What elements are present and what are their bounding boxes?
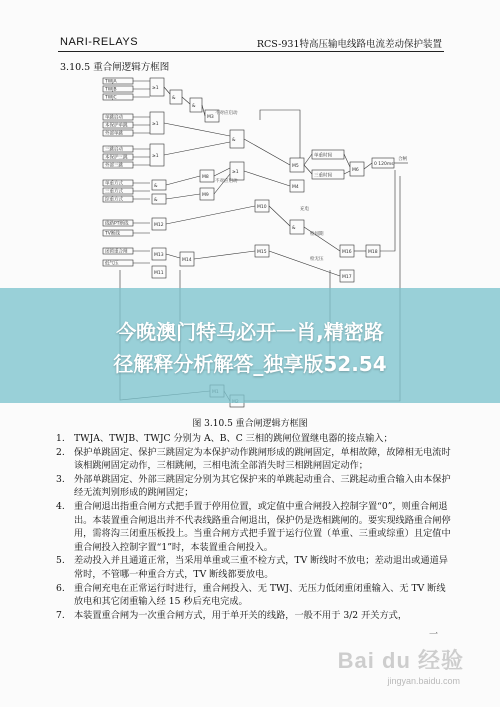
input-label: 单跳启动	[105, 115, 123, 121]
section-title: 3.10.5 重合闸逻辑方框图	[60, 62, 170, 73]
signal-wire	[344, 154, 350, 167]
note-item: 6. 重合闸充电在正常运行时进行，重合闸投入、无 TWJ、无压力低闭重闭重输入、无 TV 断线放电和其它闭重输入经 15 秒后充电完成。	[56, 582, 446, 608]
gate-label: 三重时间	[314, 173, 332, 179]
input-label: TV断线	[105, 231, 120, 237]
input-label: TWJA	[105, 79, 117, 85]
signal-wire	[304, 227, 340, 251]
header-right: RCS-931特高压输电线路电流差动保护装置	[256, 39, 442, 50]
input-label: 综重方式	[105, 197, 123, 203]
gate-label: &	[192, 104, 196, 109]
input-label: 外部单跳	[105, 131, 123, 137]
note-item: 4. 重合闸退出指重合闸方式把手置于停用位置，或定值中重合闸投入控制字置“0”，则重合闸退出。本装置重合闸退出并不代表线路重合闸退出，保护仍是选相跳闸的。要实现线路重合闸停用，需将沟三闭重压板投上。当重合闸方式把手置于运行位置（单重、三重或综重）且定值中重合闸投入控制字置“1”时，本装置重合闸投入。	[56, 500, 451, 553]
gate-label: M15	[257, 250, 267, 255]
figure-caption: 图 3.10.5 重合闸逻辑方框图	[192, 419, 308, 429]
gate-label: M14	[182, 258, 192, 263]
signal-wire	[260, 110, 300, 158]
input-label: 三重方式	[105, 189, 123, 195]
gate-label: M5	[292, 164, 299, 169]
signal-wire	[344, 171, 350, 174]
input-label: 闭锁重合闸	[105, 249, 128, 255]
gate-label: &	[172, 96, 176, 101]
diagram-note: 不对应启动	[215, 111, 238, 116]
signal-wire	[304, 154, 312, 165]
signal-wire	[202, 105, 205, 116]
note-item: 5. 差动投入并且通道正常，当采用单重或三重不检方式，TV 断线时不放电；差动退出或通道异常时，不管哪一种重合方式，TV 断线都要放电。	[56, 555, 448, 580]
header-left: NARI-RELAYS	[60, 36, 139, 48]
watermark-url: jingyan.baidu.com	[387, 676, 460, 686]
gate-label: M17	[342, 275, 352, 280]
diagram-note: 检无压	[310, 257, 324, 262]
gate-label: &	[154, 198, 158, 203]
signal-wire	[164, 123, 230, 136]
input-label: TWJC	[105, 95, 117, 101]
gate-label: 单重时间	[314, 153, 332, 159]
banner-line-2: 径解释分析解答_独享版52.54	[113, 352, 387, 376]
gate-label: M3	[207, 115, 214, 120]
gate-label: M18	[368, 250, 378, 255]
gate-label: ≥1	[152, 86, 159, 91]
signal-wire	[166, 206, 255, 224]
diagram-note: 不对应启动	[215, 179, 238, 184]
signal-wire	[380, 170, 395, 251]
input-label: 三跳启动	[105, 147, 123, 153]
overlay-banner	[0, 288, 500, 403]
signal-wire	[214, 168, 230, 176]
gate-label: ≥1	[152, 154, 159, 159]
signal-wire	[166, 194, 200, 199]
input-label: 本保护单跳	[105, 123, 128, 129]
note-item: 7. 本装置重合闸为一次重合闸方式，用于单开关的线路，一般不用于 3/2 开关方式，	[56, 609, 408, 621]
gate-label: M4	[292, 185, 299, 190]
signal-wire	[182, 97, 190, 104]
signal-wire	[269, 251, 340, 276]
signal-wire	[164, 142, 230, 155]
signal-wire	[269, 206, 290, 226]
input-label: 外部三跳	[105, 163, 123, 169]
signal-wire	[244, 139, 290, 165]
signal-wire	[304, 165, 312, 174]
header-rule	[58, 51, 444, 52]
diagram-note: 检同期	[310, 232, 324, 237]
input-label: 单重方式	[105, 181, 123, 187]
signal-wire	[166, 176, 200, 185]
gate-label: &	[292, 226, 296, 231]
signal-wire	[194, 251, 255, 259]
signal-wire	[164, 87, 170, 94]
gate-label: ≥1	[152, 122, 159, 127]
input-label: TWJB	[105, 87, 117, 93]
signal-wire	[364, 163, 372, 169]
gate-label: M8	[202, 175, 209, 180]
diagram-note: 合闸	[398, 157, 407, 162]
gate-label: 0 120ms	[374, 162, 394, 167]
signal-wire	[166, 254, 180, 258]
gate-label: M6	[352, 168, 359, 173]
gate-label: M13	[154, 253, 164, 258]
input-label: 本保护三跳	[105, 155, 128, 161]
signal-wire	[214, 174, 230, 194]
gate-label: &	[154, 184, 158, 189]
note-item: 3. 外部单跳固定、外部三跳固定分别为其它保护来的单跳起动重合、三跳起动重合输入由本保护经无流判别形成的跳闸固定；	[56, 473, 451, 499]
watermark-logo: Bai du 经验	[337, 648, 464, 673]
gate-label: M10	[257, 205, 267, 210]
input-label: 低气压	[105, 261, 119, 267]
banner-line-1: 今晚澳门特马必开一肖,精密路	[116, 320, 384, 344]
diagram-note: 充电	[300, 207, 309, 212]
note-item: 2. 保护单跳固定、保护三跳固定为本保护动作跳闸形成的跳闸固定，单相故障，故障相无电流时该相跳闸固定动作，三相跳闸，三相电流全部消失时三相跳闸固定动作；	[56, 446, 451, 472]
notes-list	[56, 432, 451, 622]
gate-label: M12	[154, 223, 164, 228]
gate-label: &	[232, 138, 236, 143]
gate-label: M11	[154, 271, 164, 276]
page-number: 一	[428, 630, 438, 640]
gate-label: M16	[342, 250, 352, 255]
signal-wire	[244, 171, 290, 186]
gate-label: M9	[202, 193, 209, 198]
note-item: 1. TWJA、TWJB、TWJC 分别为 A、B、C 三相的跳闸位置继电器的接点输入；	[56, 433, 393, 444]
gate-label: ≥1	[232, 170, 239, 175]
input-label: 线路PT断线	[105, 221, 129, 227]
